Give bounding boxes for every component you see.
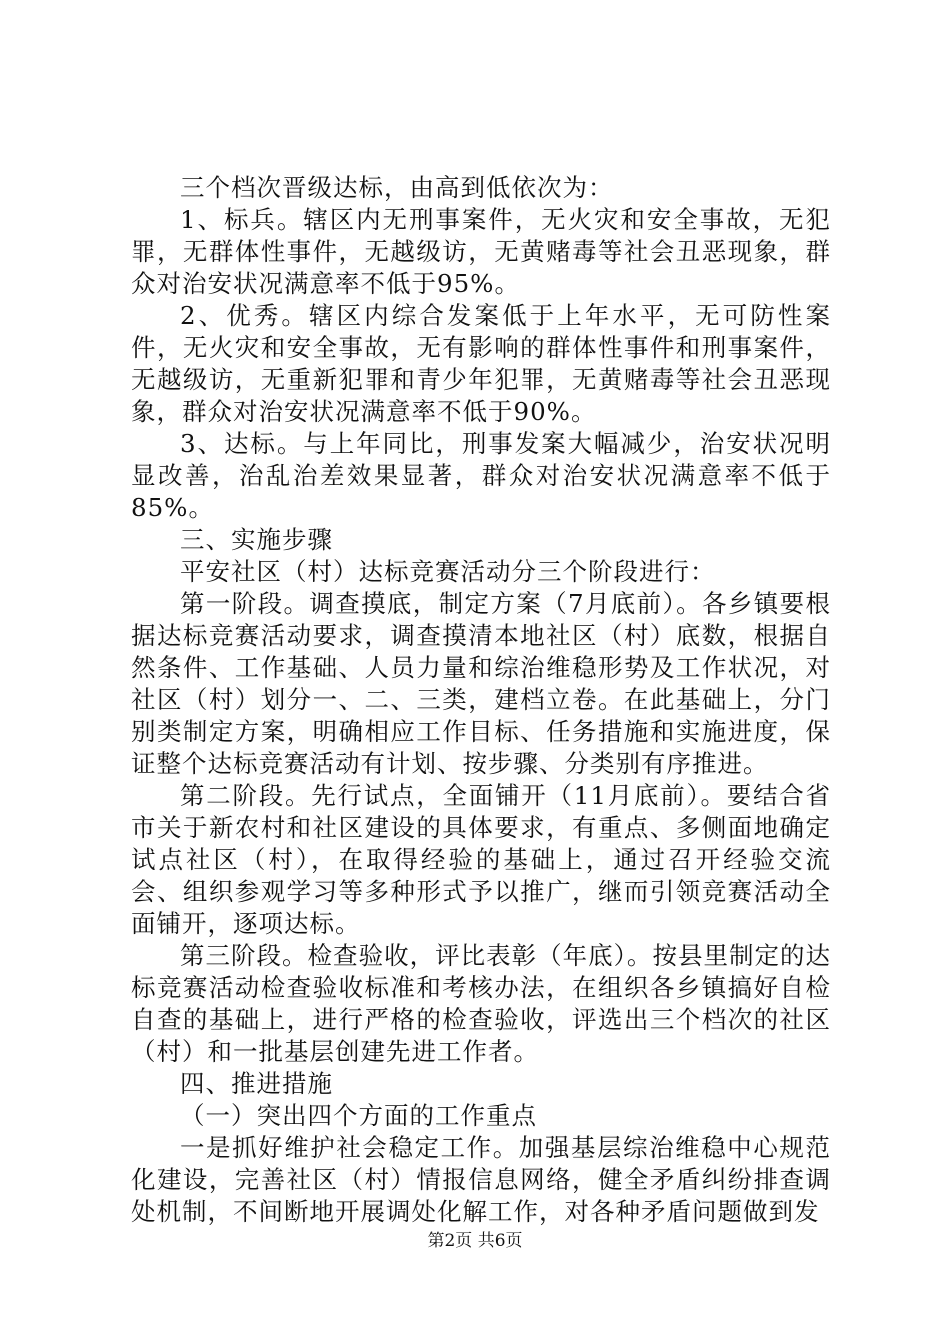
subsection-heading: （一）突出四个方面的工作重点: [180, 1101, 537, 1130]
paragraph: 一是抓好维护社会稳定工作。加强基层综治维稳中心规范化建设，完善社区（村）情报信息网络，健全矛盾纠纷排查调处机制，不间断地开展调处化解工作，对各种矛盾问题做到发: [131, 1133, 831, 1226]
paragraph: 2、优秀。辖区内综合发案低于上年水平，无可防性案件，无火灾和安全事故，无有影响的群体性事件和刑事案件，无越级访，无重新犯罪和青少年犯罪，无黄赌毒等社会丑恶现象，群众对治安状况满意率不低于90%。: [131, 301, 831, 426]
paragraph: 1、标兵。辖区内无刑事案件，无火灾和安全事故，无犯罪，无群体性事件，无越级访，无黄赌毒等社会丑恶现象，群众对治安状况满意率不低于95%。: [131, 205, 831, 298]
section-heading: 四、推进措施: [180, 1069, 333, 1098]
section-heading: 三、实施步骤: [180, 525, 333, 554]
paragraph: 3、达标。与上年同比，刑事发案大幅减少，治安状况明显改善，治乱治差效果显著，群众对治安状况满意率不低于85%。: [131, 429, 831, 522]
paragraph: 第三阶段。检查验收，评比表彰（年底）。按县里制定的达标竞赛活动检查验收标准和考核办法，在组织各乡镇搞好自检自查的基础上，进行严格的检查验收，评选出三个档次的社区（村）和一批基层创建先进工作者。: [131, 941, 831, 1066]
document-body: [131, 172, 831, 1228]
paragraph: 三个档次晋级达标，由高到低依次为：: [180, 173, 614, 202]
page-footer: 第2页 共6页: [427, 1231, 523, 1251]
paragraph: 第二阶段。先行试点，全面铺开（11月底前）。要结合省市关于新农村和社区建设的具体要求，有重点、多侧面地确定试点社区（村），在取得经验的基础上，通过召开经验交流会、组织参观学习等多种形式予以推广，继而引领竞赛活动全面铺开，逐项达标。: [131, 781, 831, 938]
paragraph: 第一阶段。调查摸底，制定方案（7月底前）。各乡镇要根据达标竞赛活动要求，调查摸清本地社区（村）底数，根据自然条件、工作基础、人员力量和综治维稳形势及工作状况，对社区（村）划分一、二、三类，建档立卷。在此基础上，分门别类制定方案，明确相应工作目标、任务措施和实施进度，保证整个达标竞赛活动有计划、按步骤、分类别有序推进。: [131, 589, 831, 778]
paragraph: 平安社区（村）达标竞赛活动分三个阶段进行：: [180, 557, 716, 586]
